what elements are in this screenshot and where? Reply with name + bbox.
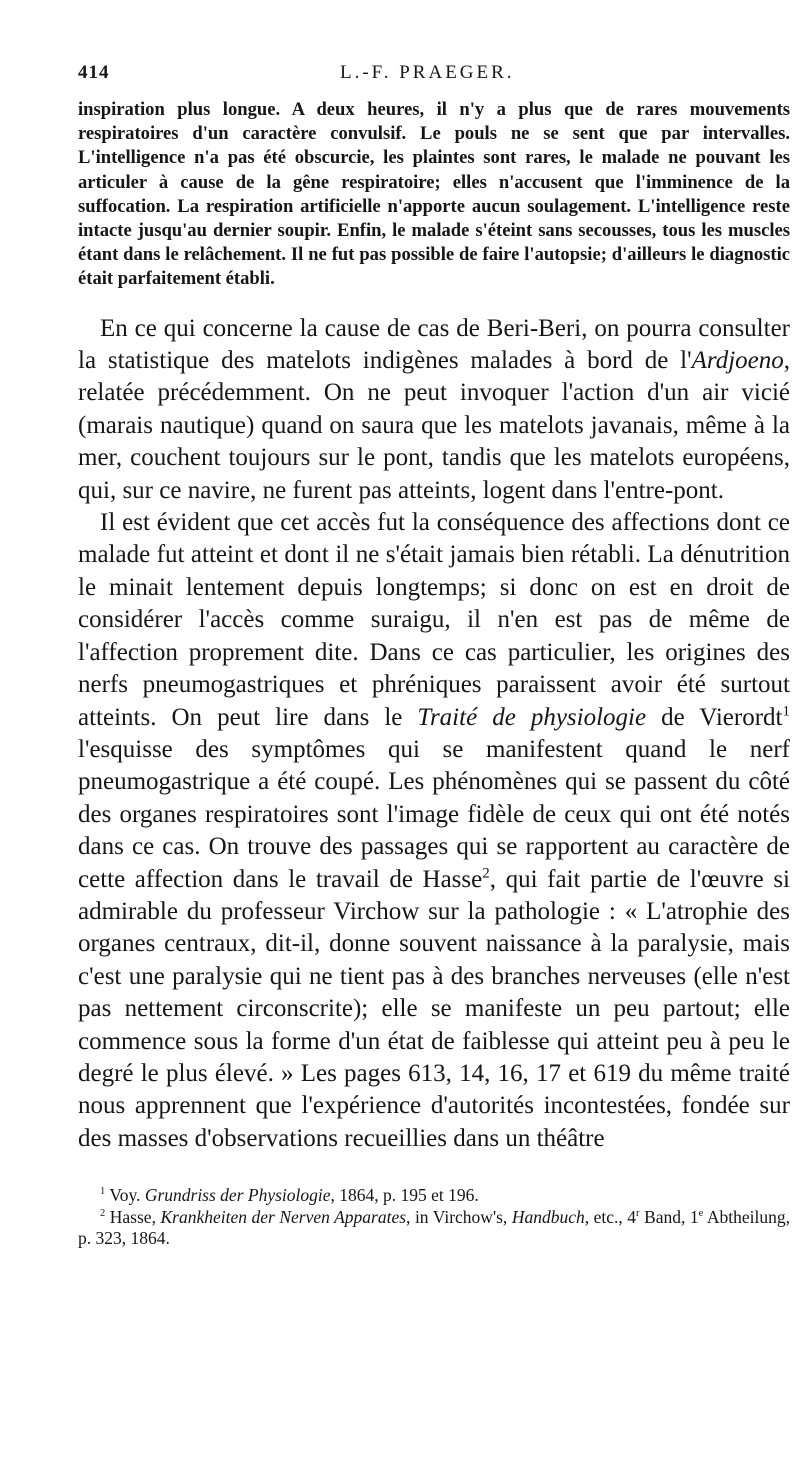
running-head-title: L.-F. PRAEGER. — [340, 62, 515, 83]
case-report-paragraph: inspiration plus longue. A deux heures, il n'y a plus que de rares mouvements respiratoires d'un caractère convulsif. Le pouls ne se sent que par intervalles. L'intelligence n'a pas été obscurcie, les plaintes sont rares, le malade ne pouvant les articuler à cause de la gêne respiratoire; elles n'accusent que l'imminence de la suffocation. La respiration artificielle n'apporte aucun soulagement. L'intelligence reste intacte jusqu'au dernier soupir. Enfin, le malade s'éteint sans secousses, tous les muscles étant dans le relâchement. Il ne fut pas possible de faire l'autopsie; d'ailleurs le diagnostic était parfaitement établi. — [78, 99, 790, 290]
paragraph-text: En ce qui concerne la cause de cas de Beri-Beri, on pourra consulter la statistique des matelots indigènes malades à bord de l' — [78, 314, 790, 375]
running-head — [78, 62, 790, 88]
footnote-1 — [78, 1185, 790, 1207]
body-paragraph-cause — [78, 313, 790, 507]
footnote-text: Hasse, — [109, 1206, 161, 1227]
footnote-text: , in Virchow's, — [406, 1206, 512, 1227]
paragraph-text: , qui fait partie de l'œuvre si admirable du professeur Virchow sur la pathologie : « L'atrophie des organes centraux, dit-il, donne souvent naissance à la paralysie, mais c'est une paralysie qui ne tient pas à des branches nerveuses (elle n'est pas nettement circonscrite); elle se manifeste un peu partout; elle commence sous la forme d'un état de faiblesse qui atteint peu à peu le degré le plus élevé. » Les pages 613, 14, 16, 17 et 619 du même traité nous apprennent que l'expérience d'autorités incontestées, fondée sur des masses d'observations recueillies dans un théâtre — [78, 865, 790, 1152]
footnote-text: , etc., 4 — [584, 1206, 637, 1227]
footnote-text: Voy. — [109, 1185, 145, 1206]
footnote-text: Abtheilung, p. 323, 1864. — [78, 1206, 791, 1249]
paragraph-text: , relatée précédemment. On ne peut invoquer l'action d'un air vicié (marais nautique) quand on saura que les matelots javanais, même à la mer, couchent toujours sur le pont, tandis que les matelots européens, qui, sur ce navire, ne furent pas atteints, logent dans l'entre-pont. — [78, 347, 790, 504]
ship-name: Ardjoeno — [691, 347, 784, 375]
page-number: 414 — [78, 62, 110, 83]
footnote-series: Handbuch — [511, 1206, 585, 1227]
footnotes — [78, 1185, 790, 1250]
book-title: Traité de physiologie — [417, 703, 647, 731]
footnote-text: Band, 1 — [639, 1206, 699, 1227]
body-paragraph-discussion — [78, 507, 790, 1155]
paragraph-text: de Vierordt — [646, 703, 783, 731]
footnote-reference: 2 — [482, 865, 490, 882]
footnote-2 — [78, 1207, 790, 1250]
paragraph-text: Il est évident que cet accès fut la conséquence des affections dont ce malade fut atteint et dont il ne s'était jamais bien rétabli. La dénutrition le minait lentement depuis longtemps; si donc on est en droit de considérer l'accès comme suraigu, il n'en est pas de même de l'affection proprement dite. Dans ce cas particulier, les origines des nerfs pneumogastriques et phréniques paraissent avoir été surtout atteints. On peut lire dans le — [78, 509, 790, 731]
footnote-title: Grundriss der Physiologie — [144, 1185, 331, 1206]
footnote-marker: 2 — [100, 1207, 106, 1219]
paragraph-text: l'esquisse des symptômes qui se manifestent quand le nerf pneumogastrique a été coupé. Les phénomènes qui se passent du côté des organes respiratoires sont l'image fidèle de ceux qui ont été notés dans ce cas. On trouve des passages qui se rapportent au caractère de cette affection dans le travail de Hasse — [78, 735, 790, 893]
ordinal-suffix: e — [698, 1207, 704, 1219]
ordinal-suffix: r — [636, 1207, 640, 1219]
footnote-text: , 1864, p. 195 et 196. — [330, 1185, 479, 1206]
footnote-title: Krankheiten der Nerven Apparates — [160, 1206, 407, 1227]
footnote-reference: 1 — [782, 703, 790, 720]
footnote-marker: 1 — [100, 1186, 106, 1198]
book-page — [78, 62, 790, 1250]
